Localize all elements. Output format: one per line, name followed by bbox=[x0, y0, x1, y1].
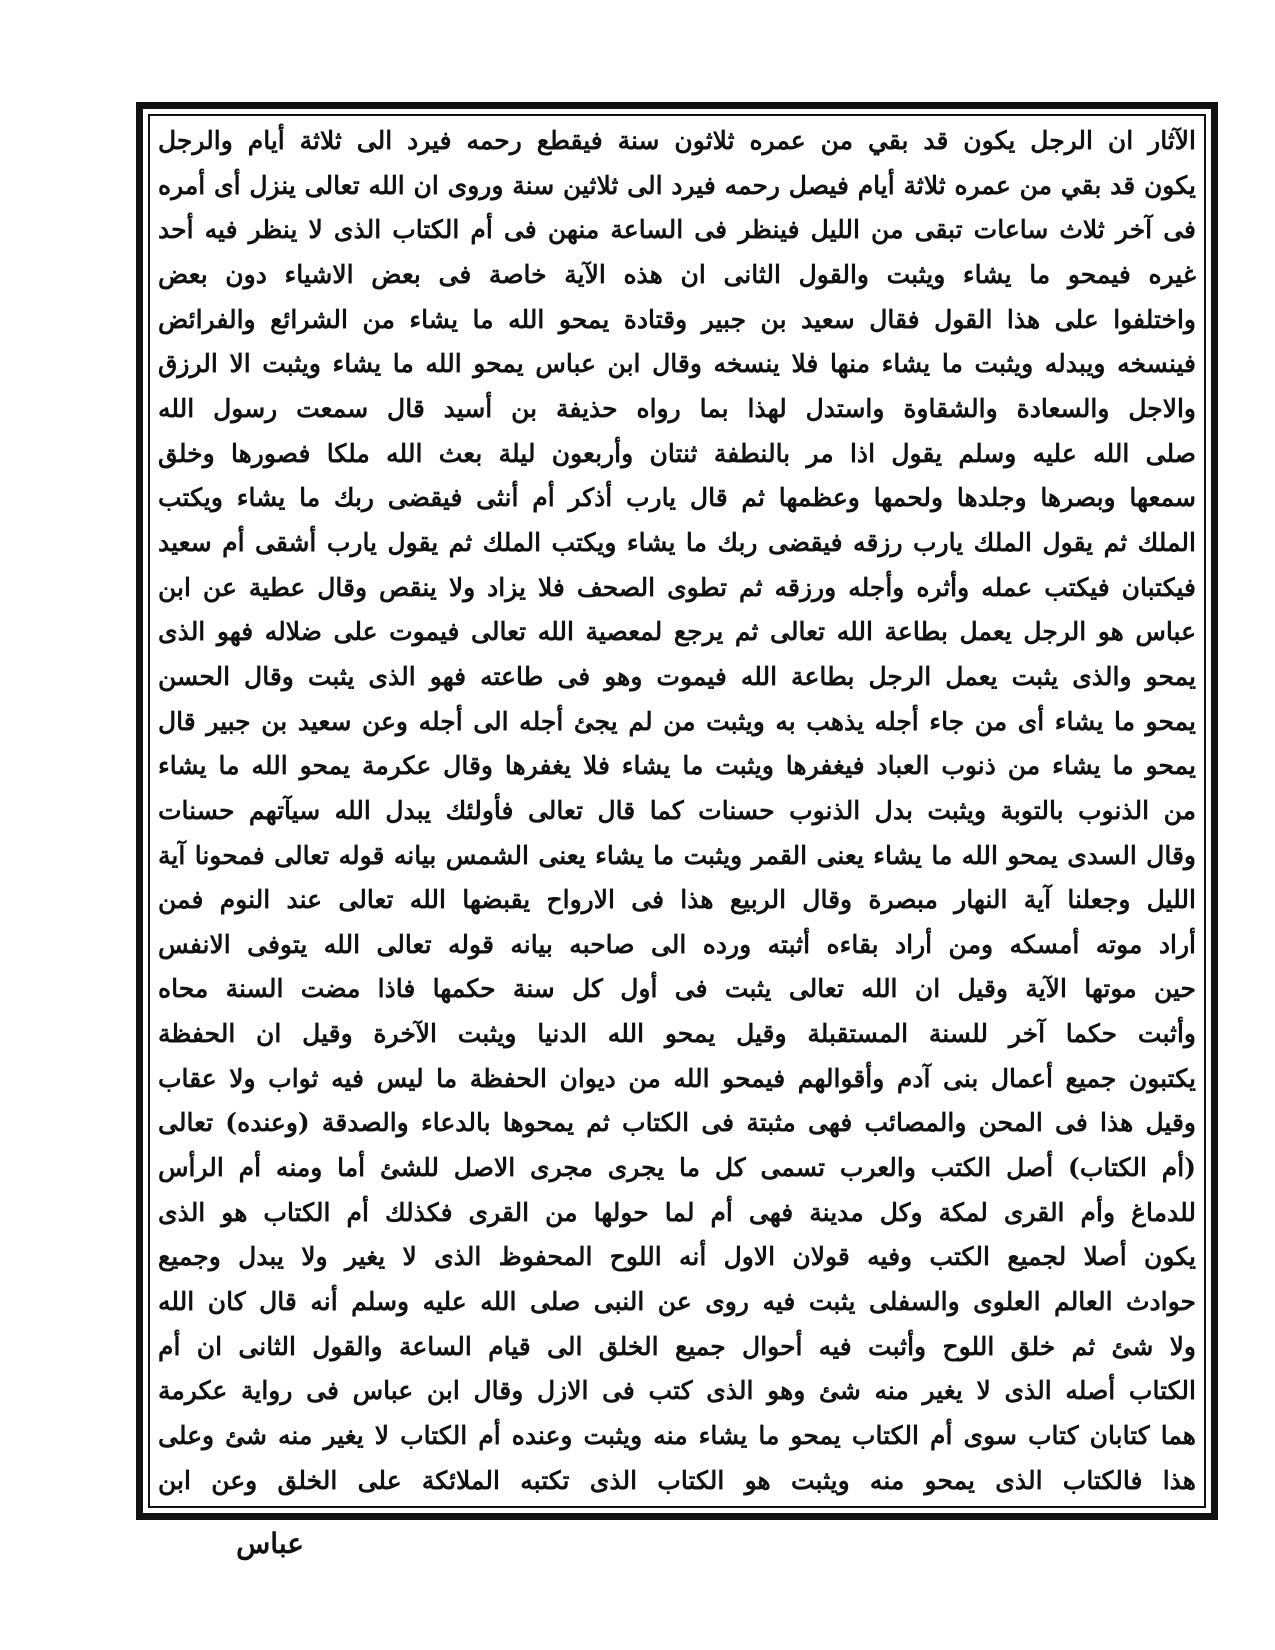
text-line: حين موتها الآية وقيل ان الله تعالى يثبت فى أول كل سنة حكمها فاذا مضت السنة محاه bbox=[158, 974, 1196, 1004]
text-line: فى آخر ثلاث ساعات تبقى من الليل فينظر فى الساعة منهن فى أم الكتاب الذى لا ينظر فيه أحد bbox=[158, 215, 1196, 245]
text-line: (أم الكتاب) أصل الكتب والعرب تسمى كل ما يجرى مجرى الاصل للشئ أما ومنه أم الرأس bbox=[158, 1153, 1196, 1183]
text-line: يمحو ما يشاء أى من جاء أجله يذهب به ويثبت من لم يجئ أجله الى أجله وعن سعيد بن جبير قال bbox=[158, 706, 1196, 736]
text-line: من الذنوب بالتوبة ويثبت بدل الذنوب حسنات كما قال تعالى فأولئك يبدل الله سيآتهم حسنات bbox=[158, 795, 1196, 825]
arabic-text-block bbox=[158, 122, 1196, 1500]
text-line: غيره فيمحو ما يشاء ويثبت والقول الثانى ان هذه الآية خاصة فى بعض الاشياء دون بعض bbox=[158, 259, 1196, 289]
text-line: يكون قد بقي من عمره ثلاثة أيام فيصل رحمه فيرد الى ثلاثين سنة وروى ان الله تعالى ينزل أى أمره bbox=[158, 170, 1196, 200]
text-line: والاجل والسعادة والشقاوة واستدل لهذا بما رواه حذيفة بن أسيد قال سمعت رسول الله bbox=[158, 393, 1196, 423]
text-line: ولا شئ ثم خلق اللوح وأثبت فيه أحوال جميع الخلق الى قيام الساعة والقول الثانى ان أم bbox=[158, 1331, 1196, 1361]
text-line: صلى الله عليه وسلم يقول اذا مر بالنطفة ثنتان وأربعون ليلة بعث الله ملكا فصورها وخلق bbox=[158, 438, 1196, 468]
text-line: فينسخه ويبدله ويثبت ما يشاء منها فلا ينسخه وقال ابن عباس يمحو الله ما يشاء ويثبت الا الرزق bbox=[158, 349, 1196, 379]
text-line: أراد موته أمسكه ومن أراد بقاءه أثبته ورده الى صاحبه بيانه قوله تعالى الله يتوفى الانفس bbox=[158, 929, 1196, 959]
text-line: واختلفوا على هذا القول فقال سعيد بن جبير وقتادة يمحو الله ما يشاء من الشرائع والفرائض bbox=[158, 304, 1196, 334]
text-line: الملك ثم يقول الملك يارب رزقه فيقضى ربك ما يشاء ويكتب الملك ثم يقول يارب أشقى أم سعيد bbox=[158, 527, 1196, 557]
text-line: وأثبت حكما آخر للسنة المستقبلة وقيل يمحو الله الدنيا ويثبت الآخرة وقيل ان الحفظة bbox=[158, 1019, 1196, 1049]
text-line: يكتبون جميع أعمال بنى آدم وأقوالهم فيمحو الله من ديوان الحفظة ما ليس فيه ثواب ولا عقاب bbox=[158, 1063, 1196, 1093]
text-line: هما كتابان كتاب سوى أم الكتاب يمحو ما يشاء منه ويثبت وعنده أم الكتاب لا يغير منه شئ وعلى bbox=[158, 1421, 1196, 1451]
catchword: عباس bbox=[236, 1527, 304, 1560]
text-line: الكتاب أصله الذى لا يغير منه شئ وهو الذى كتب فى الازل وقال ابن عباس فى رواية عكرمة bbox=[158, 1376, 1196, 1406]
text-line: وقال السدى يمحو الله ما يشاء يعنى القمر ويثبت ما يشاء يعنى الشمس بيانه قوله تعالى فمحونا آية bbox=[158, 840, 1196, 870]
text-line: يكون أصلا لجميع الكتب وفيه قولان الاول أنه اللوح المحفوظ الذى لا يغير ولا يبدل وجميع bbox=[158, 1242, 1196, 1272]
text-line: الليل وجعلنا آية النهار مبصرة وقال الربيع هذا فى الارواح يقبضها الله تعالى عند النوم فمن bbox=[158, 885, 1196, 915]
text-line: وقيل هذا فى المحن والمصائب فهى مثبتة فى الكتاب ثم يمحوها بالدعاء والصدقة (وعنده) تعالى bbox=[158, 1108, 1196, 1138]
text-line: للدماغ وأم القرى لمكة وكل مدينة فهى أم لما حولها من القرى فكذلك أم الكتاب هو الذى bbox=[158, 1197, 1196, 1227]
text-line: هذا فالكتاب الذى يمحو منه ويثبت هو الكتاب الذى تكتبه الملائكة على الخلق وعن ابن bbox=[158, 1465, 1196, 1495]
text-line: سمعها وبصرها وجلدها ولحمها وعظمها ثم قال يارب أذكر أم أنثى فيقضى ربك ما يشاء ويكتب bbox=[158, 483, 1196, 513]
text-line: حوادث العالم العلوى والسفلى يثبت فيه روى عن النبى صلى الله عليه وسلم أنه قال كان الله bbox=[158, 1287, 1196, 1317]
text-line: يمحو والذى يثبت يعمل الرجل بطاعة الله فيموت وهو فى طاعته فهو الذى يثبت وقال الحسن bbox=[158, 661, 1196, 691]
text-line: فيكتبان فيكتب عمله وأثره وأجله ورزقه ثم تطوى الصحف فلا يزاد ولا ينقص وقال عطية عن ابن bbox=[158, 572, 1196, 602]
text-line: عباس هو الرجل يعمل بطاعة الله تعالى ثم يرجع لمعصية الله تعالى فيموت على ضلاله فهو الذى bbox=[158, 617, 1196, 647]
text-line: الآثار ان الرجل يكون قد بقي من عمره ثلاثون سنة فيقطع رحمه فيرد الى ثلاثة أيام والرجل bbox=[158, 126, 1196, 155]
text-line: يمحو ما يشاء من ذنوب العباد فيغفرها ويثبت ما يشاء فلا يغفرها وقال عكرمة يمحو الله ما يشاء bbox=[158, 751, 1196, 781]
